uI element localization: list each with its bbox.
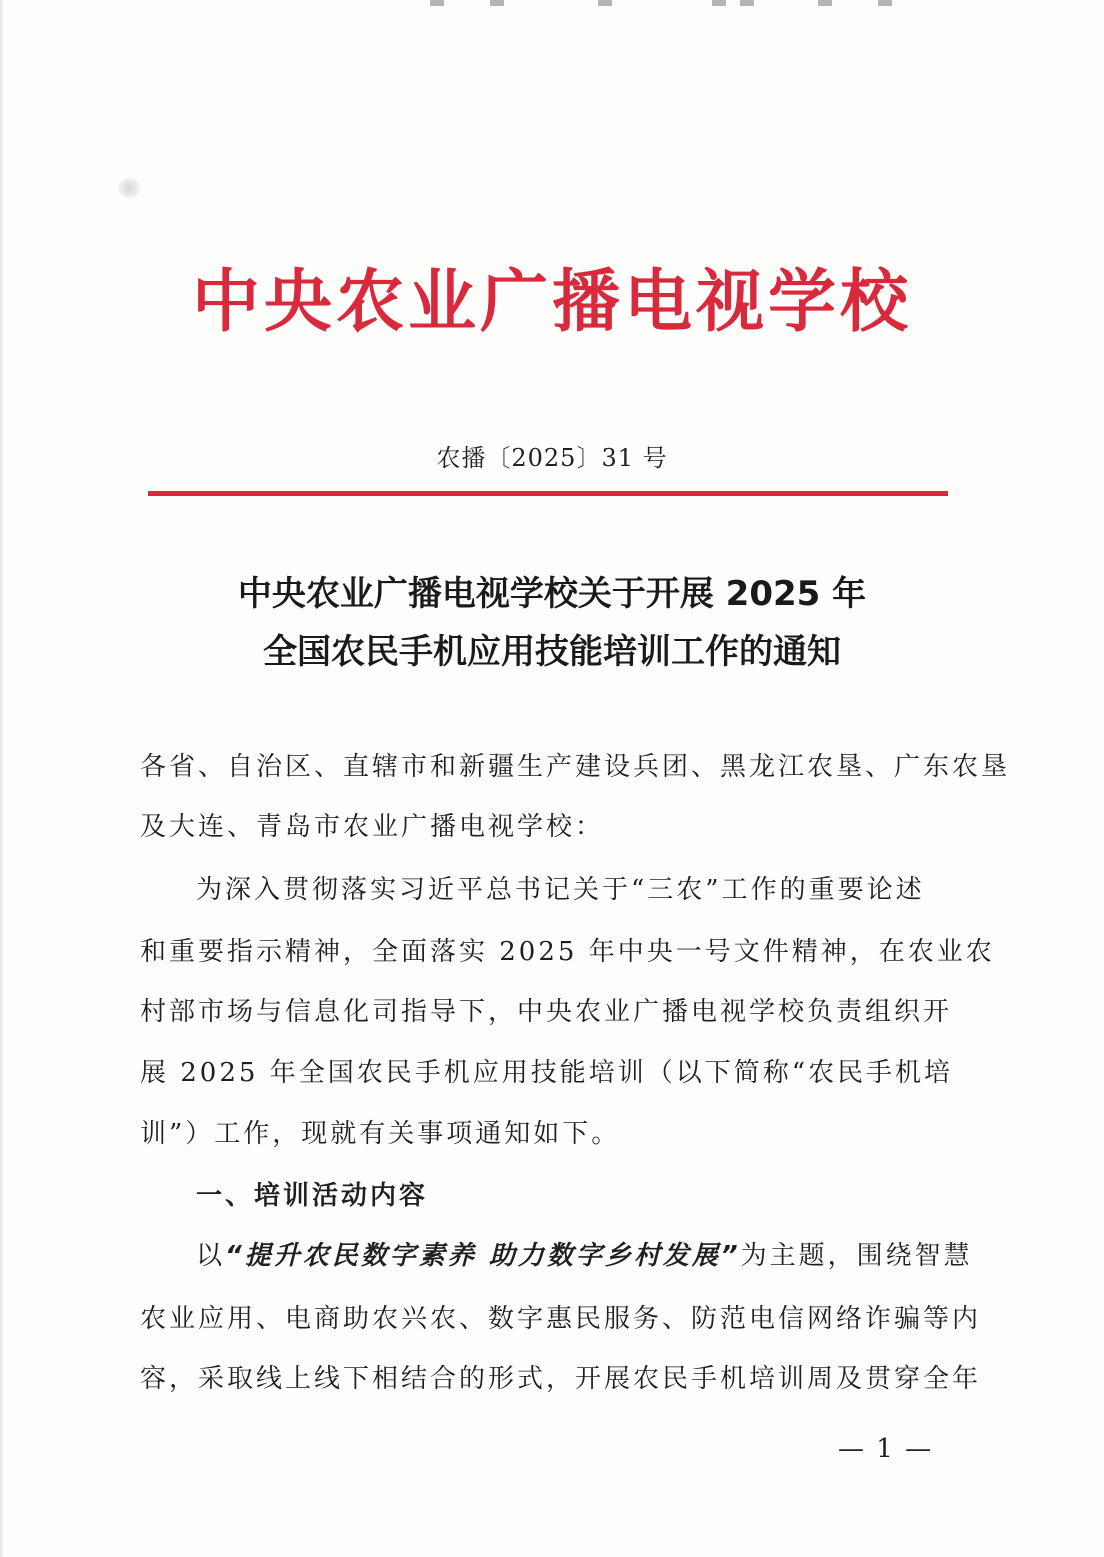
scan-mark: [490, 0, 504, 6]
scan-mark: [740, 0, 754, 6]
section-1-theme: “提升农民数字素养 助力数字乡村发展”: [225, 1241, 741, 1271]
addressee-line-2: 及大连、青岛市农业广播电视学校：: [140, 812, 605, 842]
intro-line-3: 村部市场与信息化司指导下，中央农业广播电视学校负责组织开: [140, 997, 953, 1027]
section-1-heading: 一、培训活动内容: [196, 1181, 429, 1211]
scan-smudge: [118, 178, 140, 198]
scan-mark: [712, 0, 726, 6]
section-1-line-1: [196, 1239, 1016, 1273]
section-1-line-2: 农业应用、电商助农兴农、数字惠民服务、防范电信网络诈骗等内: [140, 1304, 982, 1334]
section-1-suffix: 为主题，围绕智慧: [740, 1241, 973, 1271]
intro-line-2: 和重要指示精神，全面落实 2025 年中央一号文件精神，在农业农: [140, 937, 995, 967]
document-title-line-1: 中央农业广播电视学校关于开展 2025 年: [237, 574, 867, 614]
issuer-name: 中央农业广播电视学校: [191, 263, 912, 342]
addressee-line-1: 各省、自治区、直辖市和新疆生产建设兵团、黑龙江农垦、广东农垦: [140, 752, 1011, 782]
page-number: — 1 —: [838, 1434, 934, 1464]
scan-mark: [878, 0, 892, 6]
document-title-line-2: 全国农民手机应用技能培训工作的通知: [263, 632, 841, 672]
section-1-prefix: 以: [196, 1241, 226, 1271]
scan-mark: [818, 0, 832, 6]
red-divider-line: [148, 491, 948, 496]
intro-line-4: 展 2025 年全国农民手机应用技能培训（以下简称“农民手机培: [140, 1058, 953, 1088]
scan-edge-shadow: [0, 0, 4, 1557]
document-number: 农播〔2025〕31 号: [436, 444, 668, 472]
intro-line-1: 为深入贯彻落实习近平总书记关于“三农”工作的重要论述: [196, 875, 925, 905]
scan-mark: [598, 0, 612, 6]
intro-line-5: 训”）工作，现就有关事项通知如下。: [140, 1119, 621, 1149]
section-1-line-3: 容，采取线上线下相结合的形式，开展农民手机培训周及贯穿全年: [140, 1364, 982, 1394]
scan-marks: [0, 0, 1104, 14]
scan-mark: [430, 0, 444, 6]
